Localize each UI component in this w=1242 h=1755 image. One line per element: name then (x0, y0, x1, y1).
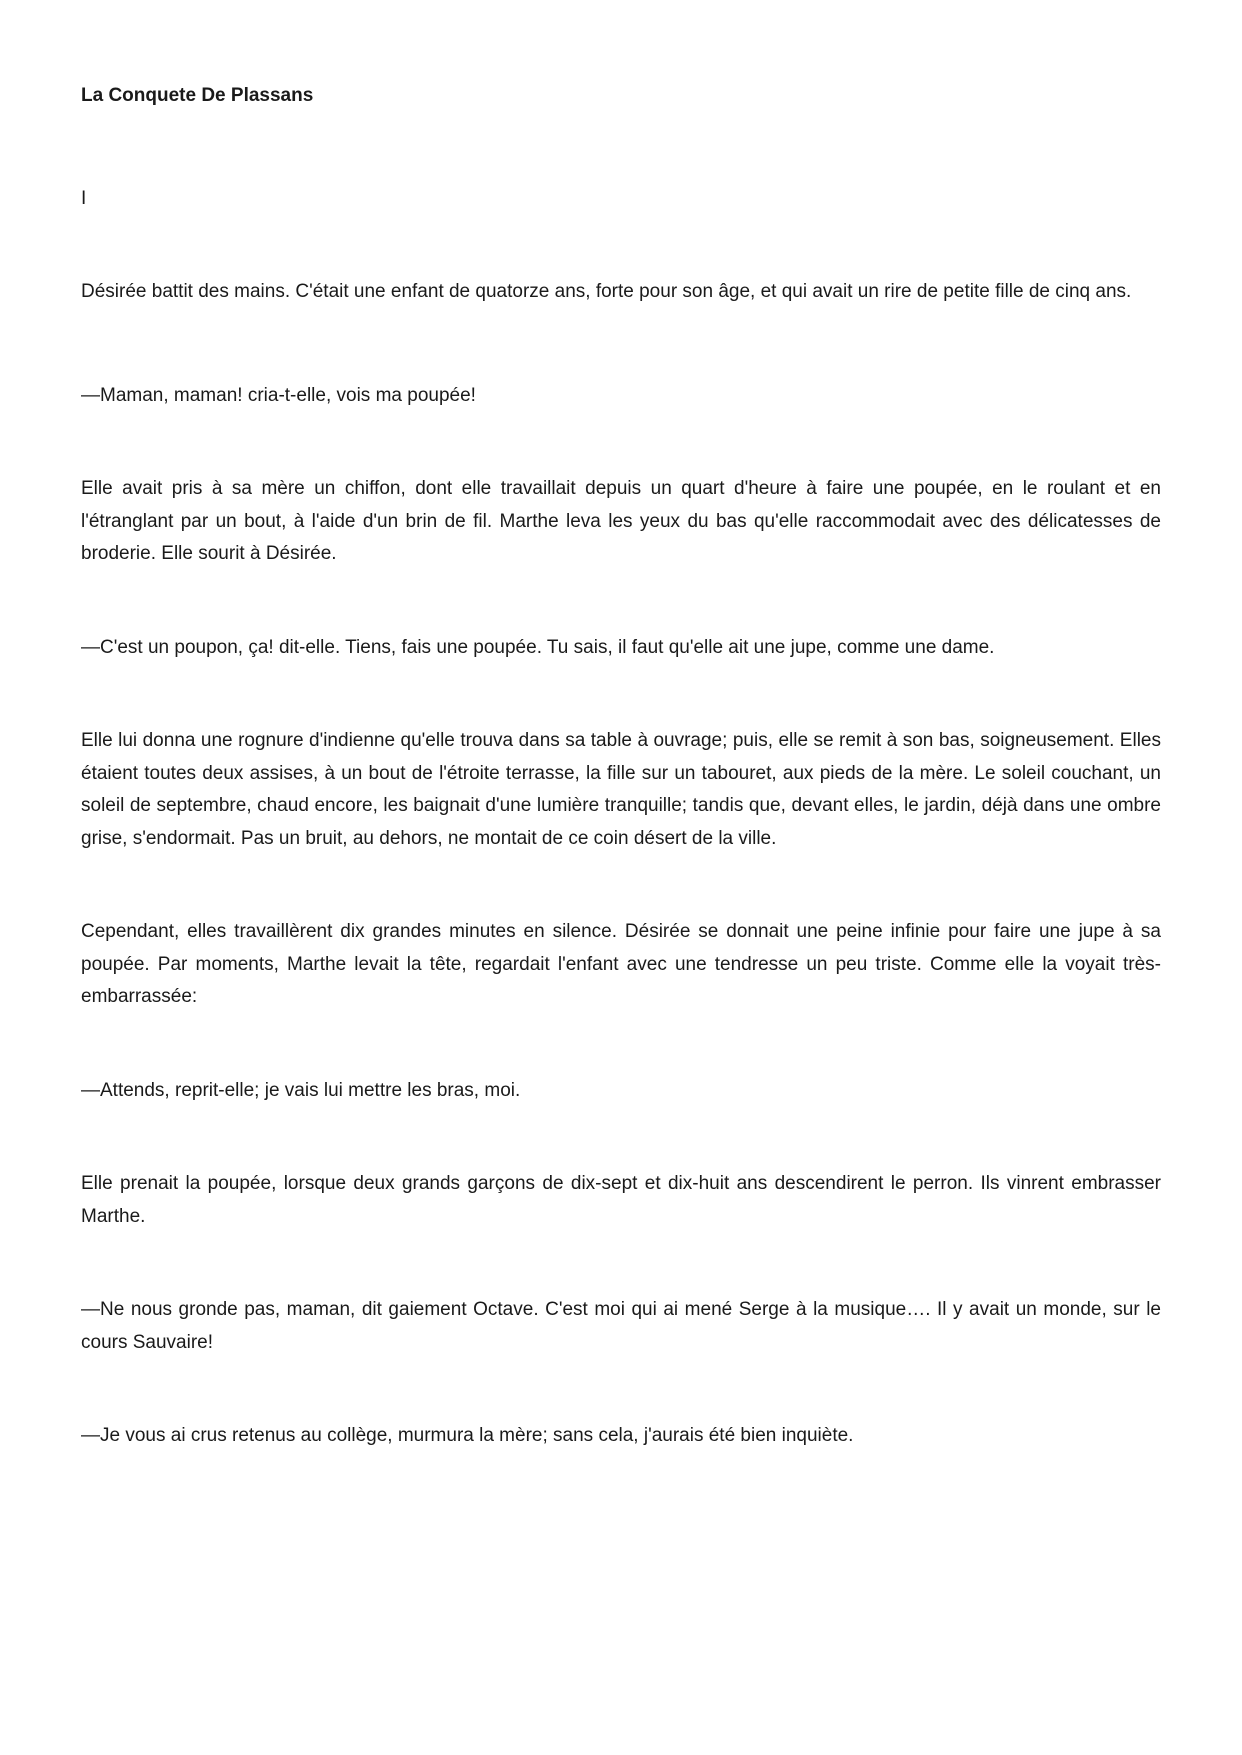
paragraph-10: —Je vous ai crus retenus au collège, murmura la mère; sans cela, j'aurais été bien inquiète. (81, 1425, 854, 1446)
document-page (81, 80, 1161, 1453)
chapter-heading: I (81, 188, 87, 209)
paragraph-1: Désirée battit des mains. C'était une enfant de quatorze ans, forte pour son âge, et qui avait un rire de petite fille de cinq ans. (81, 281, 1132, 302)
paragraph-2: —Maman, maman! cria-t-elle, vois ma poupée! (81, 384, 476, 406)
paragraph-7: —Attends, reprit-elle; je vais lui mettre les bras, moi. (81, 1079, 521, 1101)
paragraph-8: Elle prenait la poupée, lorsque deux grands garçons de dix-sept et dix-huit ans descendirent le perron. Ils vinrent embrasser Marthe. (81, 1173, 1161, 1227)
paragraph-3: Elle avait pris à sa mère un chiffon, dont elle travaillait depuis un quart d'heure à faire une poupée, en le roulant et en l'étranglant par un bout, à l'aide d'un brin de fil. Marthe leva les yeux du bas qu'elle raccommodait avec des délicatesses de broderie. Elle sourit à Désirée. (81, 478, 1161, 564)
document-title: La Conquete De Plassans (81, 85, 314, 106)
paragraph-5: Elle lui donna une rognure d'indienne qu'elle trouva dans sa table à ouvrage; puis, elle se remit à son bas, soigneusement. Elles étaient toutes deux assises, à un bout de l'étroite terrasse, la fille sur un tabouret, aux pieds de la mère. Le soleil couchant, un soleil de septembre, chaud encore, les baignait d'une lumière tranquille; tandis que, devant elles, le jardin, déjà dans une ombre grise, s'endormait. Pas un bruit, au dehors, ne montait de ce coin désert de la ville. (81, 730, 1161, 849)
paragraph-4: —C'est un poupon, ça! dit-elle. Tiens, fais une poupée. Tu sais, il faut qu'elle ait une jupe, comme une dame. (81, 636, 995, 658)
paragraph-9: —Ne nous gronde pas, maman, dit gaiement Octave. C'est moi qui ai mené Serge à la musique…. Il y avait un monde, sur le cours Sauvaire! (81, 1299, 1161, 1353)
paragraph-6: Cependant, elles travaillèrent dix grandes minutes en silence. Désirée se donnait une peine infinie pour faire une jupe à sa poupée. Par moments, Marthe levait la tête, regardait l'enfant avec une tendresse un peu triste. Comme elle la voyait très-embarrassée: (81, 921, 1161, 1007)
